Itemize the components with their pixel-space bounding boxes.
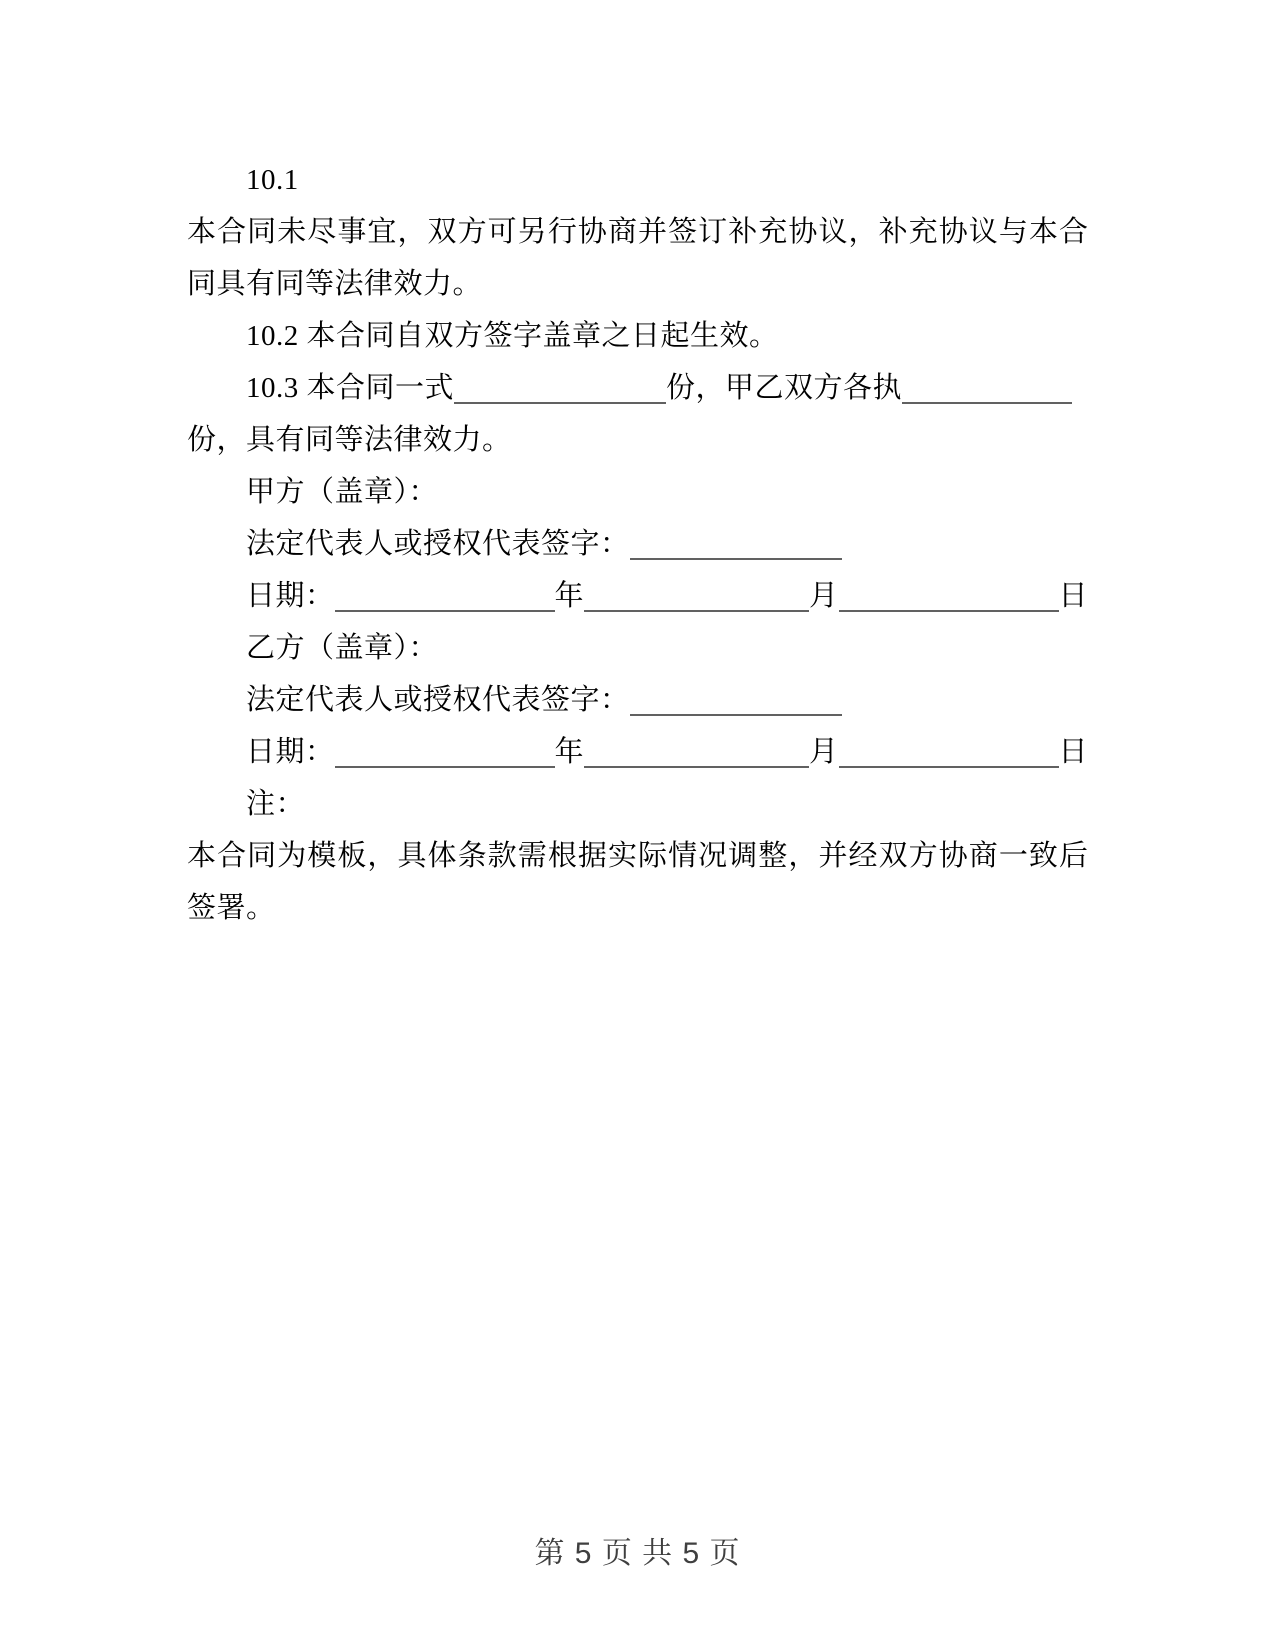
clause-10-3-line-1	[187, 362, 1088, 414]
text-run: 10.1	[246, 164, 299, 196]
copies-each-party-blank	[902, 372, 1072, 404]
clause-10-2	[187, 310, 1088, 362]
party-b-date-day-blank	[839, 736, 1059, 768]
party-b-seal-label	[187, 622, 1088, 674]
text-run: 日期：	[246, 736, 335, 768]
note-text-line-2	[187, 882, 1088, 934]
text-run: 份，甲乙双方各执	[666, 372, 903, 404]
party-a-date-year-blank	[335, 580, 555, 612]
text-run: 日	[1058, 736, 1089, 768]
party-a-seal-label	[187, 466, 1088, 518]
party-b-signature-blank	[630, 684, 842, 716]
text-run: 本合同为模板，具体条款需根据实际情况调整，并经双方协商一致后	[187, 840, 1088, 872]
text-run: 注：	[246, 788, 306, 820]
party-a-signature-blank	[630, 528, 842, 560]
text-run: 年	[554, 736, 585, 768]
page-number-label: 第 5 页 共 5 页	[534, 1537, 741, 1570]
text-run: 10.3 本合同一式	[246, 372, 455, 404]
document-body	[187, 154, 1088, 934]
party-b-date-line	[187, 726, 1088, 778]
page-footer	[0, 1528, 1275, 1572]
note-label	[187, 778, 1088, 830]
text-run: 月	[809, 580, 839, 612]
party-a-representative-signature-line	[187, 518, 1088, 570]
text-run: 签署。	[187, 892, 276, 924]
clause-10-1-number	[187, 154, 1088, 206]
text-run: 法定代表人或授权代表签字：	[246, 684, 630, 716]
text-run: 日期：	[246, 580, 335, 612]
clause-10-1-text-line-2	[187, 258, 1088, 310]
party-b-date-month-blank	[584, 736, 809, 768]
clause-10-3-line-2	[187, 414, 1088, 466]
clause-10-1-text-line-1	[187, 206, 1088, 258]
text-run: 日	[1058, 580, 1089, 612]
text-run: 同具有同等法律效力。	[187, 268, 483, 300]
copies-total-blank	[454, 372, 666, 404]
text-run: 本合同未尽事宜，双方可另行协商并签订补充协议，补充协议与本合	[187, 216, 1088, 248]
text-run: 法定代表人或授权代表签字：	[246, 528, 630, 560]
text-run: 乙方（盖章）：	[246, 632, 439, 664]
text-run: 份，具有同等法律效力。	[187, 424, 512, 456]
text-run: 月	[809, 736, 839, 768]
party-a-date-day-blank	[839, 580, 1059, 612]
text-run: 甲方（盖章）：	[246, 476, 439, 508]
note-text-line-1	[187, 830, 1088, 882]
text-run: 年	[554, 580, 585, 612]
party-a-date-line	[187, 570, 1088, 622]
party-b-representative-signature-line	[187, 674, 1088, 726]
party-a-date-month-blank	[584, 580, 809, 612]
party-b-date-year-blank	[335, 736, 555, 768]
text-run: 10.2 本合同自双方签字盖章之日起生效。	[246, 320, 779, 352]
